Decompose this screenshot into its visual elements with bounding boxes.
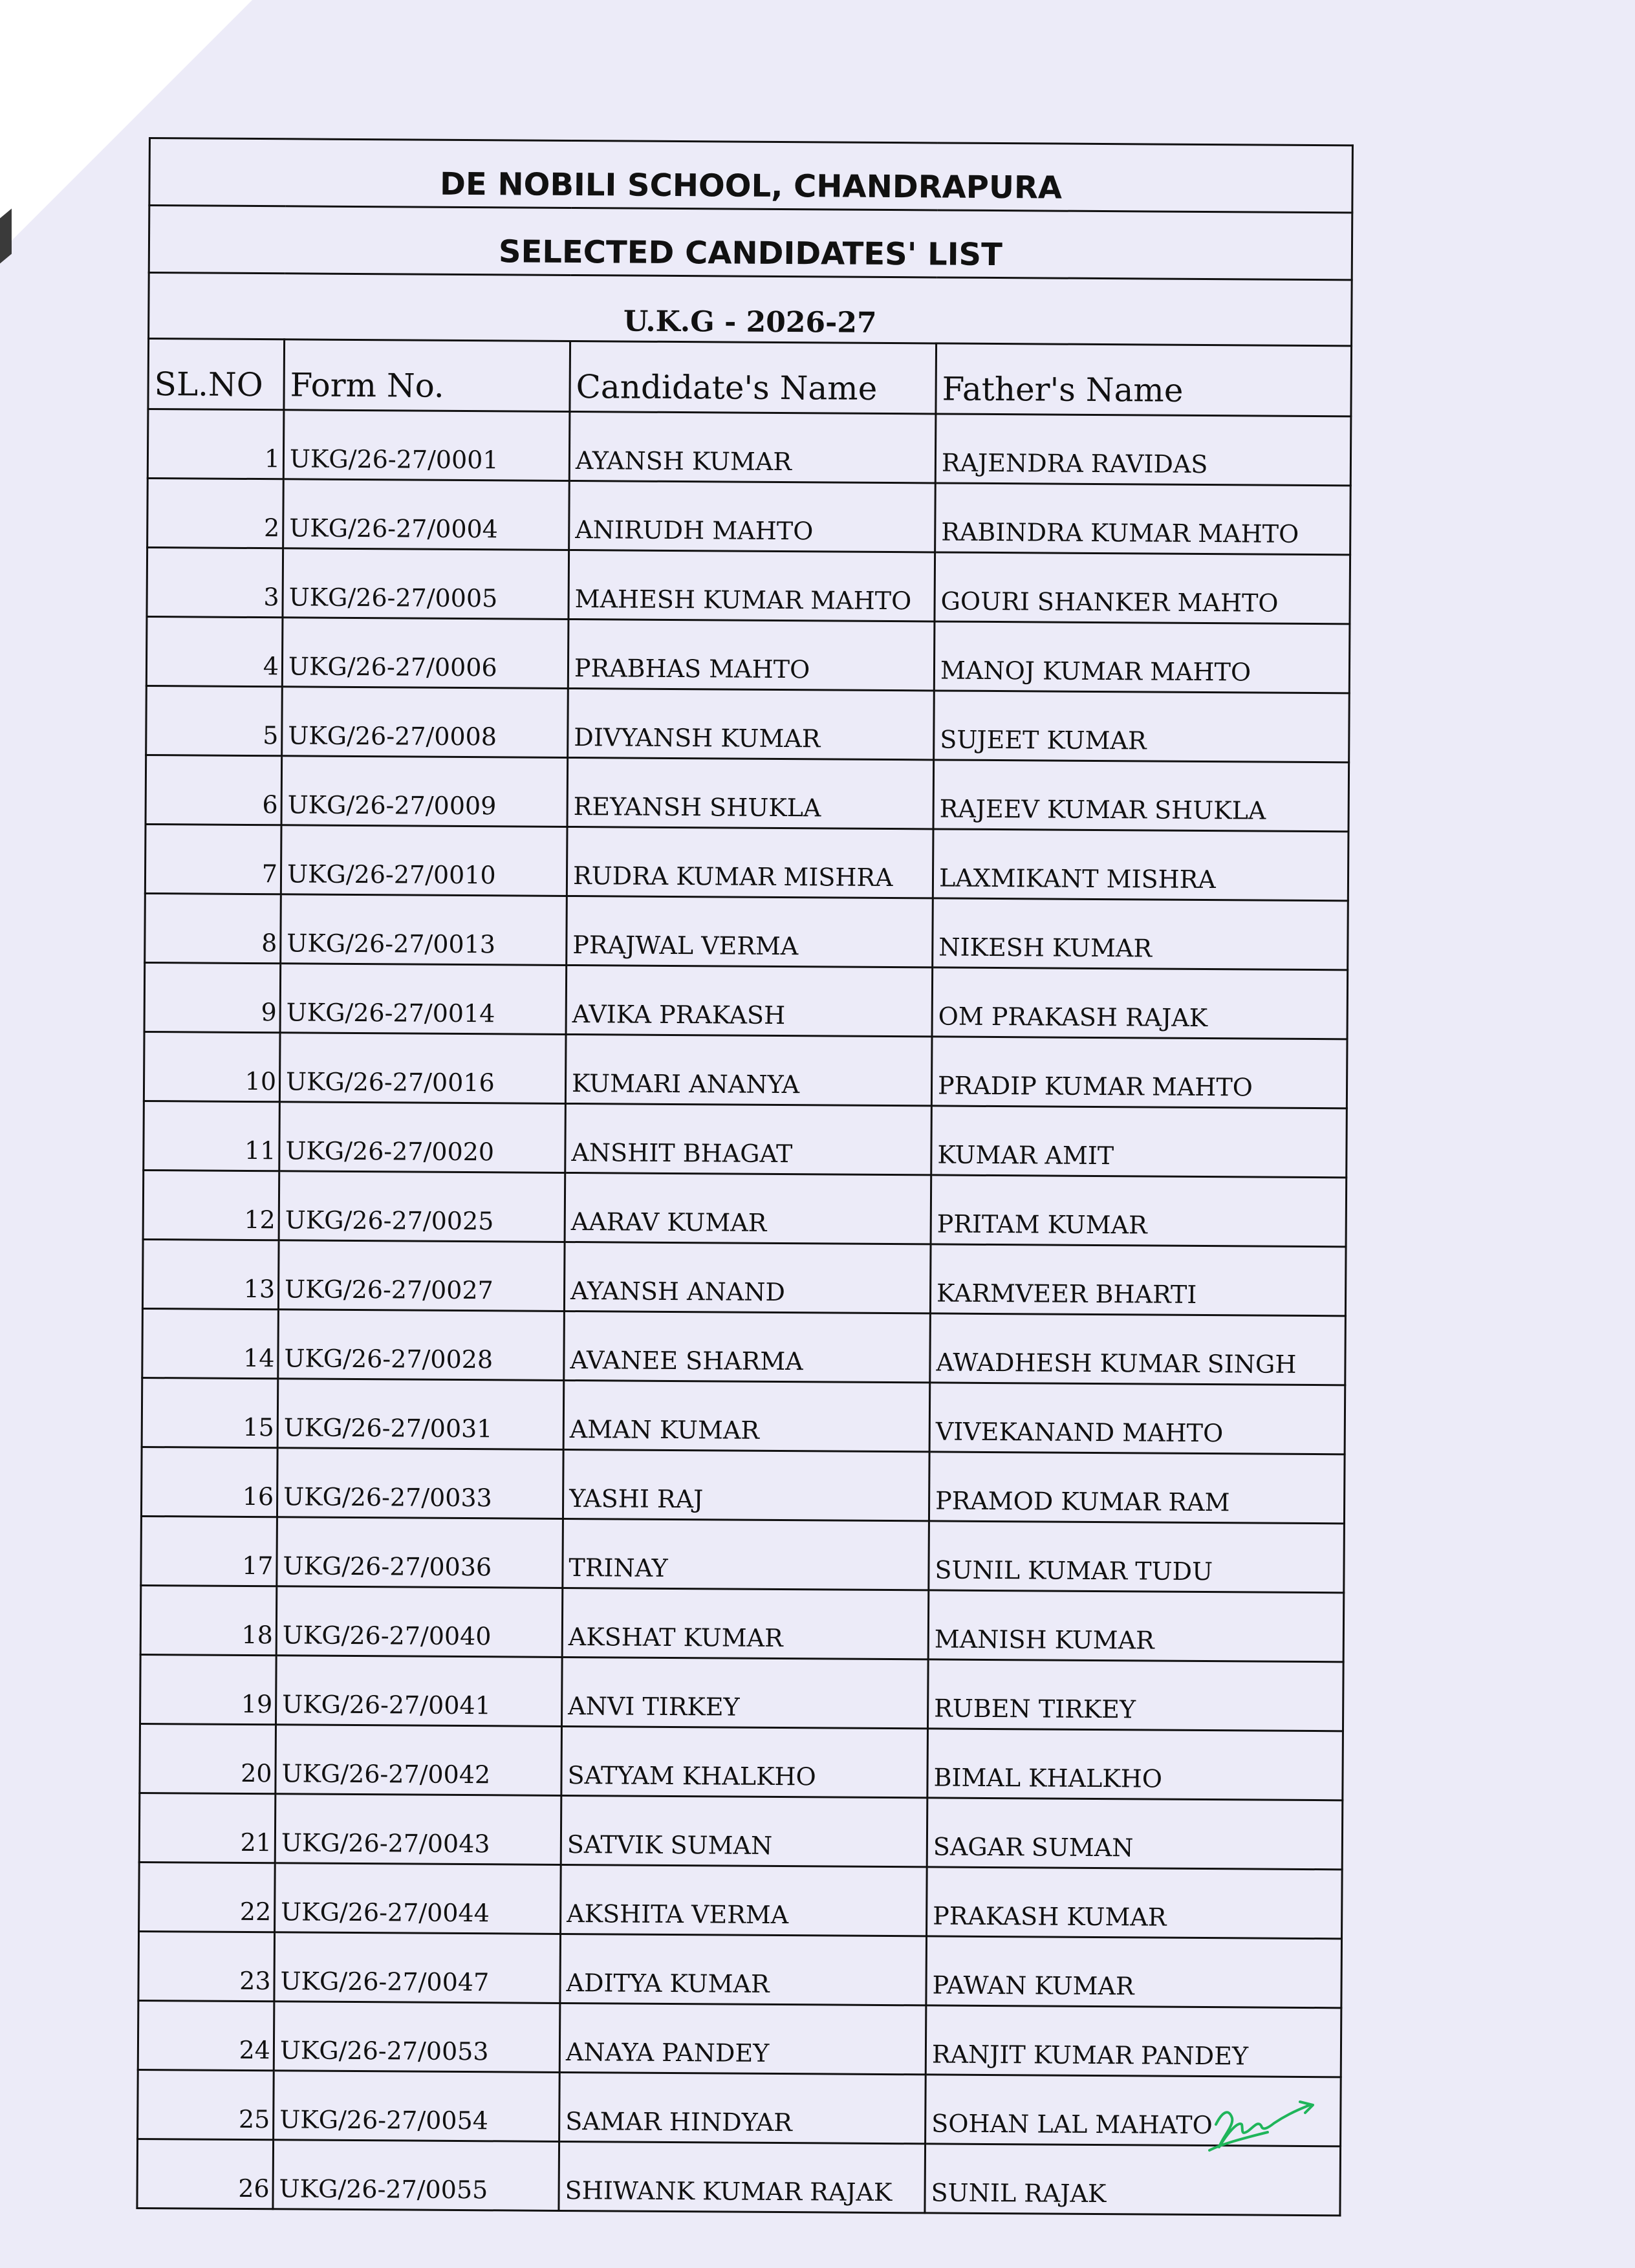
table-row [140, 1585, 1344, 1661]
table-row [146, 616, 1350, 693]
table-row [145, 824, 1348, 900]
cell-sl-no: 23 [138, 1931, 275, 2001]
cell-father-name: SAGAR SUMAN [927, 1798, 1343, 1870]
class-session: U.K.G - 2026-27 [149, 273, 1352, 346]
cell-candidate-name: SHIWANK KUMAR RAJAK [559, 2141, 926, 2212]
cell-sl-no: 10 [144, 1031, 280, 1101]
cell-sl-no: 2 [147, 478, 284, 548]
cell-sl-no: 11 [144, 1101, 280, 1171]
cell-form-no: UKG/26-27/0005 [283, 548, 569, 620]
cell-father-name: AWADHESH KUMAR SINGH [930, 1313, 1346, 1385]
cell-father-name: VIVEKANAND MAHTO [929, 1383, 1345, 1454]
table-row [143, 1170, 1347, 1246]
table-row [144, 962, 1348, 1039]
cell-father-name: OM PRAKASH RAJAK [932, 967, 1348, 1039]
table-row [141, 1447, 1345, 1523]
cell-sl-no: 17 [141, 1516, 277, 1586]
table-row [142, 1239, 1346, 1315]
cell-father-name: MANOJ KUMAR MAHTO [934, 621, 1350, 693]
cell-sl-no: 16 [141, 1447, 277, 1517]
cell-candidate-name: YASHI RAJ [563, 1449, 929, 1520]
table-row [138, 2000, 1341, 2077]
table-row [139, 1862, 1343, 1938]
cell-father-name: RAJEEV KUMAR SHUKLA [933, 760, 1349, 832]
cell-father-name: NIKESH KUMAR [933, 898, 1348, 970]
table-row [147, 409, 1351, 486]
cell-form-no: UKG/26-27/0042 [276, 1725, 562, 1796]
cell-form-no: UKG/26-27/0016 [279, 1033, 566, 1104]
class-session-row [149, 273, 1352, 346]
cell-father-name: RUBEN TIRKEY [927, 1659, 1343, 1731]
cell-candidate-name: AYANSH KUMAR [569, 411, 936, 482]
cell-candidate-name: AARAV KUMAR [565, 1172, 931, 1244]
table-row [142, 1377, 1345, 1454]
cell-father-name: SUJEET KUMAR [934, 691, 1350, 762]
cell-father-name: SOHAN LAL MAHATO [926, 2075, 1341, 2146]
table-row [145, 893, 1348, 969]
cell-form-no: UKG/26-27/0054 [274, 2071, 560, 2142]
cell-form-no: UKG/26-27/0053 [274, 2002, 560, 2073]
cell-sl-no: 24 [138, 2000, 274, 2070]
cell-sl-no: 13 [142, 1239, 279, 1309]
cell-form-no: UKG/26-27/0020 [279, 1102, 566, 1173]
cell-father-name: PRAMOD KUMAR RAM [929, 1452, 1345, 1524]
table-row [147, 478, 1351, 554]
cell-sl-no: 1 [147, 409, 284, 479]
cell-form-no: UKG/26-27/0041 [276, 1656, 563, 1727]
header-form-no: Form No. [284, 340, 570, 412]
cell-form-no: UKG/26-27/0009 [281, 756, 568, 827]
cell-candidate-name: PRABHAS MAHTO [568, 619, 935, 690]
cell-sl-no: 5 [146, 686, 283, 755]
cell-sl-no: 4 [146, 616, 283, 686]
cell-sl-no: 3 [147, 547, 283, 617]
cell-father-name: RANJIT KUMAR PANDEY [926, 2005, 1341, 2077]
cell-sl-no: 18 [140, 1585, 277, 1655]
cell-sl-no: 21 [139, 1793, 276, 1863]
cell-form-no: UKG/26-27/0055 [273, 2140, 559, 2211]
cell-candidate-name: AKSHAT KUMAR [562, 1588, 929, 1659]
cell-candidate-name: ANVI TIRKEY [562, 1657, 929, 1728]
cell-father-name: PRITAM KUMAR [931, 1175, 1347, 1247]
cell-form-no: UKG/26-27/0033 [277, 1448, 563, 1519]
cell-sl-no: 15 [142, 1377, 278, 1447]
cell-father-name: LAXMIKANT MISHRA [933, 829, 1348, 901]
table-row [146, 686, 1350, 762]
cell-father-name: MANISH KUMAR [928, 1590, 1344, 1662]
cell-sl-no: 26 [137, 2139, 274, 2209]
cell-father-name: PAWAN KUMAR [926, 1936, 1342, 2008]
list-title-row [149, 206, 1352, 280]
cell-candidate-name: AKSHITA VERMA [561, 1864, 927, 1936]
cell-candidate-name: ANIRUDH MAHTO [569, 481, 936, 552]
cell-candidate-name: PRAJWAL VERMA [567, 896, 933, 967]
cell-form-no: UKG/26-27/0001 [283, 410, 570, 481]
cell-form-no: UKG/26-27/0025 [279, 1171, 565, 1242]
cell-sl-no: 20 [140, 1723, 276, 1793]
cell-form-no: UKG/26-27/0027 [278, 1240, 565, 1312]
cell-form-no: UKG/26-27/0028 [278, 1310, 565, 1381]
cell-candidate-name: KUMARI ANANYA [565, 1034, 932, 1105]
cell-candidate-name: AVANEE SHARMA [564, 1311, 931, 1382]
cell-father-name: RABINDRA KUMAR MAHTO [935, 483, 1351, 555]
cell-form-no: UKG/26-27/0040 [276, 1586, 563, 1658]
table-row [147, 547, 1350, 623]
cell-sl-no: 19 [140, 1654, 277, 1724]
candidates-table-container [137, 137, 1358, 2209]
cell-candidate-name: AVIKA PRAKASH [566, 965, 933, 1036]
table-row [139, 1793, 1343, 1869]
school-name: DE NOBILI SCHOOL, CHANDRAPURA [149, 138, 1353, 213]
cell-form-no: UKG/26-27/0043 [275, 1794, 561, 1865]
cell-father-name: GOURI SHANKER MAHTO [935, 552, 1350, 624]
cell-candidate-name: AYANSH ANAND [564, 1242, 931, 1313]
cell-candidate-name: ANAYA PANDEY [559, 2003, 926, 2074]
cell-sl-no: 25 [138, 2069, 274, 2139]
table-row [144, 1101, 1347, 1177]
table-row [144, 1031, 1347, 1108]
fold-shadow [0, 208, 12, 263]
cell-candidate-name: AMAN KUMAR [563, 1380, 930, 1451]
header-sl-no: SL.NO [148, 339, 285, 410]
cell-sl-no: 6 [146, 755, 282, 825]
cell-form-no: UKG/26-27/0008 [282, 687, 568, 758]
cell-sl-no: 9 [144, 962, 281, 1032]
cell-candidate-name: MAHESH KUMAR MAHTO [568, 550, 935, 621]
cell-form-no: UKG/26-27/0013 [281, 894, 567, 966]
cell-candidate-name: ADITYA KUMAR [560, 1934, 927, 2005]
cell-form-no: UKG/26-27/0006 [282, 618, 568, 689]
cell-father-name: PRADIP KUMAR MAHTO [931, 1037, 1347, 1108]
table-row [141, 1516, 1345, 1592]
table-row [146, 755, 1349, 831]
cell-father-name: KUMAR AMIT [931, 1106, 1347, 1178]
cell-father-name: SUNIL RAJAK [925, 2144, 1341, 2216]
cell-form-no: UKG/26-27/0031 [277, 1379, 564, 1450]
list-title: SELECTED CANDIDATES' LIST [149, 206, 1352, 280]
table-row [140, 1723, 1343, 1800]
cell-sl-no: 12 [143, 1170, 279, 1240]
signature-mark [1203, 2086, 1319, 2157]
cell-father-name: PRAKASH KUMAR [927, 1867, 1343, 1939]
table-row [140, 1654, 1344, 1731]
cell-candidate-name: SATYAM KHALKHO [561, 1726, 928, 1797]
cell-form-no: UKG/26-27/0010 [281, 825, 567, 896]
cell-candidate-name: REYANSH SHUKLA [567, 757, 934, 828]
header-candidate-name: Candidate's Name [570, 341, 937, 413]
cell-form-no: UKG/26-27/0004 [283, 479, 570, 550]
table-row [142, 1308, 1346, 1385]
school-name-row [149, 138, 1353, 213]
cell-candidate-name: SAMAR HINDYAR [559, 2072, 926, 2143]
table-row [138, 2069, 1341, 2146]
table-row [137, 2139, 1341, 2215]
header-father-name: Father's Name [936, 343, 1352, 416]
cell-father-name: RAJENDRA RAVIDAS [935, 414, 1351, 486]
cell-form-no: UKG/26-27/0044 [275, 1863, 561, 1934]
cell-form-no: UKG/26-27/0014 [280, 964, 567, 1035]
table-header-row [148, 339, 1352, 416]
cell-form-no: UKG/26-27/0047 [274, 1932, 561, 2003]
table-row [138, 1931, 1342, 2007]
cell-sl-no: 14 [142, 1308, 279, 1378]
cell-father-name: KARMVEER BHARTI [930, 1244, 1346, 1316]
cell-father-name: BIMAL KHALKHO [927, 1729, 1343, 1800]
cell-candidate-name: TRINAY [563, 1518, 929, 1590]
cell-candidate-name: ANSHIT BHAGAT [565, 1103, 932, 1174]
cell-candidate-name: RUDRA KUMAR MISHRA [567, 826, 933, 898]
cell-candidate-name: SATVIK SUMAN [561, 1795, 927, 1866]
cell-candidate-name: DIVYANSH KUMAR [568, 688, 935, 759]
cell-sl-no: 22 [139, 1862, 276, 1932]
cell-sl-no: 8 [145, 893, 281, 963]
cell-form-no: UKG/26-27/0036 [277, 1517, 563, 1588]
cell-father-name: SUNIL KUMAR TUDU [929, 1521, 1345, 1593]
selected-candidates-table [136, 137, 1354, 2216]
cell-sl-no: 7 [145, 824, 281, 894]
